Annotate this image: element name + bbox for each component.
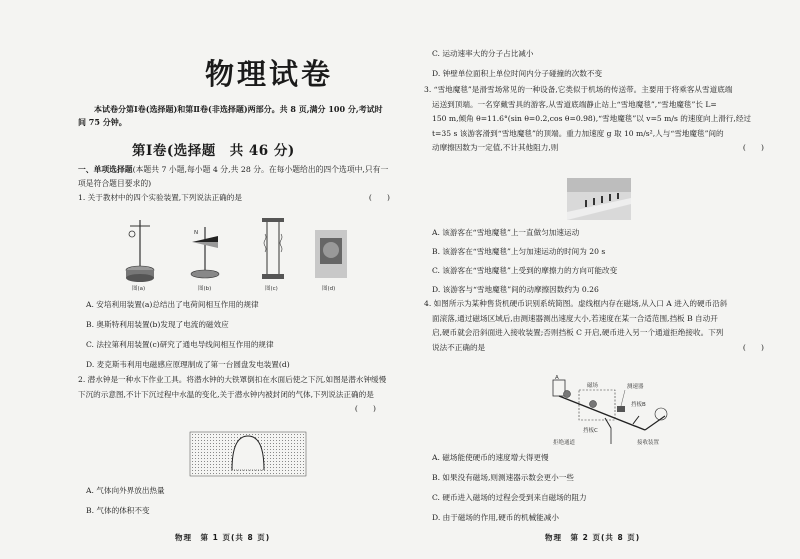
question-1-stem: 1. 关于教材中的四个实验装置,下列说法正确的是 ( ) <box>78 193 390 202</box>
q2-option-d[interactable]: D. 钟壁单位面积上单位时间内分子碰撞的次数不变 <box>432 69 603 78</box>
instructions-text: (本题共 7 小题,每小题 4 分,共 28 分。在每小题给出的四个选项中,只有一项是符合题目要求的) <box>78 165 389 188</box>
q1-option-b[interactable]: B. 奥斯特利用装置(b)发现了电流的磁效应 <box>86 320 229 329</box>
q1-option-d[interactable]: D. 麦克斯韦利用电磁感应原理制成了第一台圆盘发电装置(d) <box>86 360 290 369</box>
svg-text:N: N <box>194 230 199 236</box>
q3-option-b[interactable]: B. 该游客在“雪地魔毯”上匀加速运动的时间为 20 s <box>432 247 606 256</box>
question-4-stem: 4. 如图所示为某种售货机硬币识别系统简图。虚线框内存在磁场,从入口 A 进入的硬币沿斜 面滚落,通过磁场区域后,由测速器测出速度大小,若速度在某一合适范围,挡板 B 自动开 启,硬币就会沿斜面进入接收装置;否则挡板 C 开启,硬币进入另一个通道拒绝接收。下列 说法不正确的是 ( ) <box>424 299 764 352</box>
page-2-footer: 物理 第 2 页(共 8 页) <box>545 533 641 542</box>
coin-sorter-label-speed: 测速器 <box>627 384 644 390</box>
page-1-footer: 物理 第 1 页(共 8 页) <box>175 533 271 542</box>
fig-label-a: 图(a) <box>132 286 146 292</box>
electroscope-figure <box>126 220 154 282</box>
diving-bell-figure <box>188 430 308 478</box>
q1-option-a[interactable]: A. 安培利用装置(a)总结出了电荷间相互作用的规律 <box>86 300 259 309</box>
q3-option-c[interactable]: C. 该游客在“雪地魔毯”上受到的摩擦力的方向可能改变 <box>432 266 618 275</box>
instructions-heading: 一、单项选择题 <box>78 165 133 174</box>
q4-option-a[interactable]: A. 磁场能使硬币的速度增大得更慢 <box>432 453 549 462</box>
fig-label-d: 图(d) <box>322 286 336 292</box>
q4-option-c[interactable]: C. 硬币进入磁场的过程会受到来自磁场的阻力 <box>432 493 587 502</box>
fig-label-b: 图(b) <box>198 286 212 292</box>
q1-option-c[interactable]: C. 法拉第利用装置(c)研究了通电导线间相互作用的规律 <box>86 340 274 349</box>
section-instructions <box>78 163 390 191</box>
coin-sorter-diagram <box>545 372 675 448</box>
q3-option-a[interactable]: A. 该游客在“雪地魔毯”上一直做匀加速运动 <box>432 228 580 237</box>
section-title: 第Ⅰ卷(选择题 共 46 分) <box>132 143 295 159</box>
coin-sorter-label-gate-c: 挡板C <box>583 428 598 434</box>
question-1-figures <box>110 212 360 294</box>
coin-sorter-label-entrance: A <box>555 375 559 381</box>
q2-option-a[interactable]: A. 气体向外界放出热量 <box>86 486 165 495</box>
q4-option-d[interactable]: D. 由于磁场的作用,硬币的机械能减小 <box>432 513 559 522</box>
question-3-stem: 3. “雪地魔毯”是滑雪场常见的一种设备,它类似于机场的传送带。主要用于将乘客从雪道底端 运送到顶端。一名穿戴雪具的游客,从雪道底端静止站上“雪地魔毯”,“雪地魔毯”长 L= 150 m,倾角 θ=11.6°(sin θ=0.2,cos θ=0.98),“雪地魔毯”以 v=5 m/s 的速度向上滑行,经过 t=35 s 该游客滑到“雪地魔毯”的顶端。重力加速度 g 取 10 m/s²,人与“雪地魔毯”间的 动摩擦因数为一定值,不计其他阻力,则 ( ) <box>424 85 764 152</box>
exam-intro: 本试卷分第Ⅰ卷(选择题)和第Ⅱ卷(非选择题)两部分。共 8 页,满分 100 分,考试时间 75 分钟。 <box>78 104 383 127</box>
coin-sorter-label-receiver: 接收装置 <box>637 440 660 446</box>
snow-carpet-photo <box>567 178 631 220</box>
q2-option-b[interactable]: B. 气体的体积不变 <box>86 506 150 515</box>
parallel-wires-figure <box>262 218 284 279</box>
coin-sorter-label-reject: 拒绝通道 <box>553 440 576 446</box>
disk-generator-photo <box>315 230 347 278</box>
exam-title: 物理试卷 <box>205 57 334 91</box>
coin-sorter-label-field: 磁场 <box>587 383 599 389</box>
q3-option-d[interactable]: D. 该游客与“雪地魔毯”间的动摩擦因数约为 0.26 <box>432 285 599 294</box>
coin-sorter-label-gate-b: 挡板B <box>631 402 646 408</box>
q4-option-b[interactable]: B. 如果没有磁场,则测速器示数会更小一些 <box>432 473 574 482</box>
compass-needle-figure <box>191 227 219 278</box>
question-2-stem: 2. 潜水钟是一种水下作业工具。将潜水钟的大铁罩倒扣在水面后使之下沉,如图是潜水钟缓慢 下沉的示意图,不计下沉过程中水温的变化,关于潜水钟内被封闭的气体,下列说法正确的是 ( ) <box>78 375 387 413</box>
q2-option-c[interactable]: C. 运动速率大的分子占比减小 <box>432 49 534 58</box>
fig-label-c: 图(c) <box>265 286 278 292</box>
